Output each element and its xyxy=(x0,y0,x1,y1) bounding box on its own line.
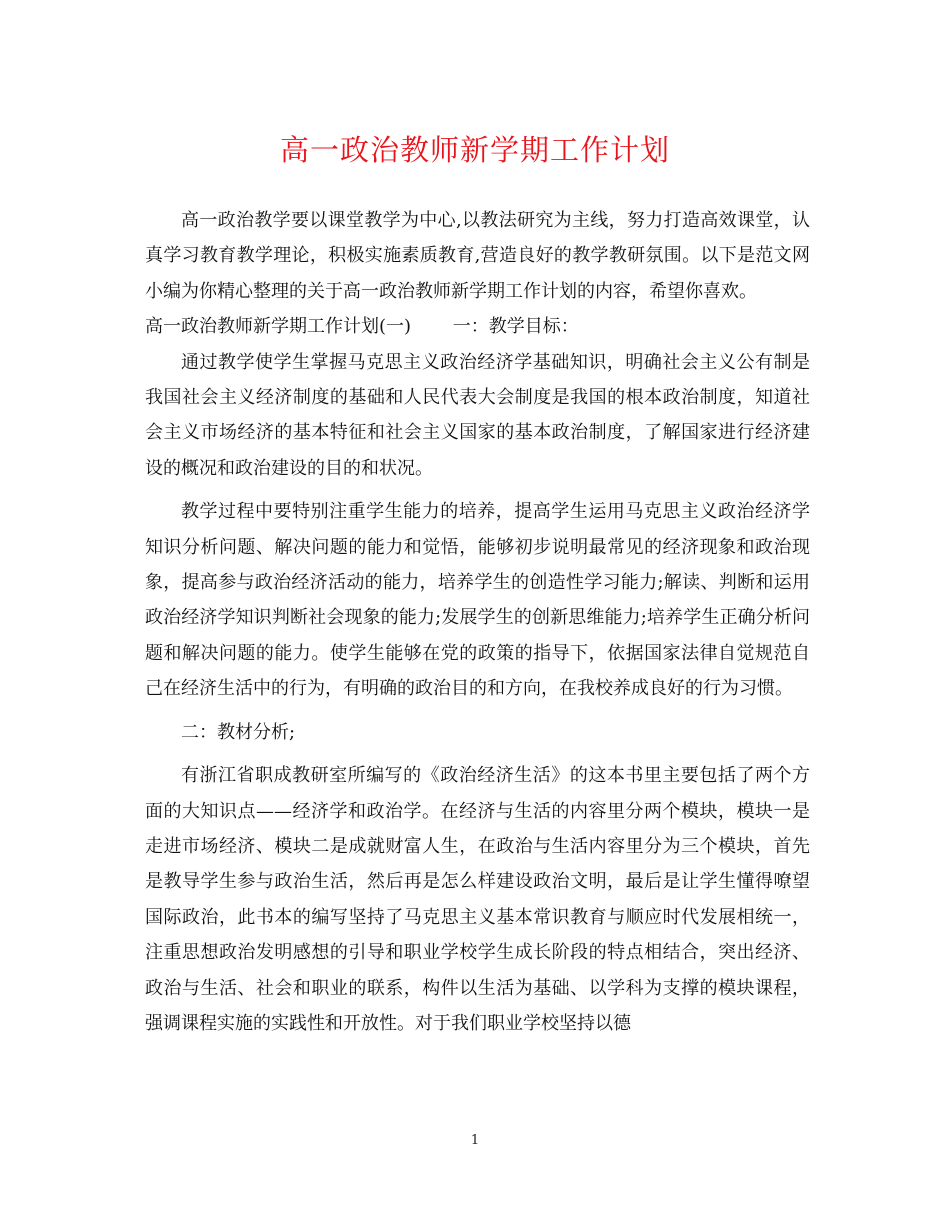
paragraph-teaching-goals: 通过教学使学生掌握马克思主义政治经济学基础知识，明确社会主义公有制是我国社会主义经济制度的基础和人民代表大会制度是我国的根本政治制度，知道社会主义市场经济的基本特征和社会主义国家的基本政治制度，了解国家进行经济建设的概况和政治建设的目的和状况。 xyxy=(145,351,810,479)
paragraph-gap xyxy=(145,750,810,758)
paragraph-gap xyxy=(145,707,810,715)
document-body xyxy=(145,203,810,1041)
section-heading-textbook-analysis: 二：教材分析; xyxy=(181,721,296,743)
paragraph-textbook-content: 有浙江省职成教研室所编写的《政治经济生活》的这本书里主要包括了两个方面的大知识点——经济学和政治学。在经济与生活的内容里分两个模块，模块一是走进市场经济、模块二是成就财富人生，在政治与生活内容里分为三个模块，首先是教导学生参与政治生活，然后再是怎么样建设政治文明，最后是让学生懂得嘹望国际政治，此书本的编写坚持了马克思主义基本常识教育与顺应时代发展相统一，注重思想政治发明感想的引导和职业学校学生成长阶段的特点相结合，突出经济、政治与生活、社会和职业的联系，构件以生活为基础、以学科为支撑的模块课程，强调课程实施的实践性和开放性。对于我们职业学校坚持以德 xyxy=(145,765,810,1034)
paragraph-gap xyxy=(145,486,810,494)
document-title: 高一政治教师新学期工作计划 xyxy=(279,133,670,167)
section-heading-plan-one: 高一政治教师新学期工作计划(一) 一：教学目标： xyxy=(145,316,579,338)
paragraph-ability-training: 教学过程中要特别注重学生能力的培养，提高学生运用马克思主义政治经济学知识分析问题、解决问题的能力和觉悟，能够初步说明最常见的经济现象和政治现象，提高参与政治经济活动的能力，培养学生的创造性学习能力;解读、判断和运用政治经济学知识判断社会现象的能力;发展学生的创新思维能力;培养学生正确分析问题和解决问题的能力。使学生能够在党的政策的指导下，依据国家法律自觉规范自己在经济生活中的行为，有明确的政治目的和方向，在我校养成良好的行为习惯。 xyxy=(145,501,810,700)
paragraph-intro: 高一政治教学要以课堂教学为中心,以教法研究为主线，努力打造高效课堂，认真学习教育教学理论，积极实施素质教育,营造良好的教学教研氛围。以下是范文网小编为你精心整理的关于高一政治教师新学期工作计划的内容，希望你喜欢。 xyxy=(145,210,810,302)
page-number: 1 xyxy=(470,1133,480,1148)
